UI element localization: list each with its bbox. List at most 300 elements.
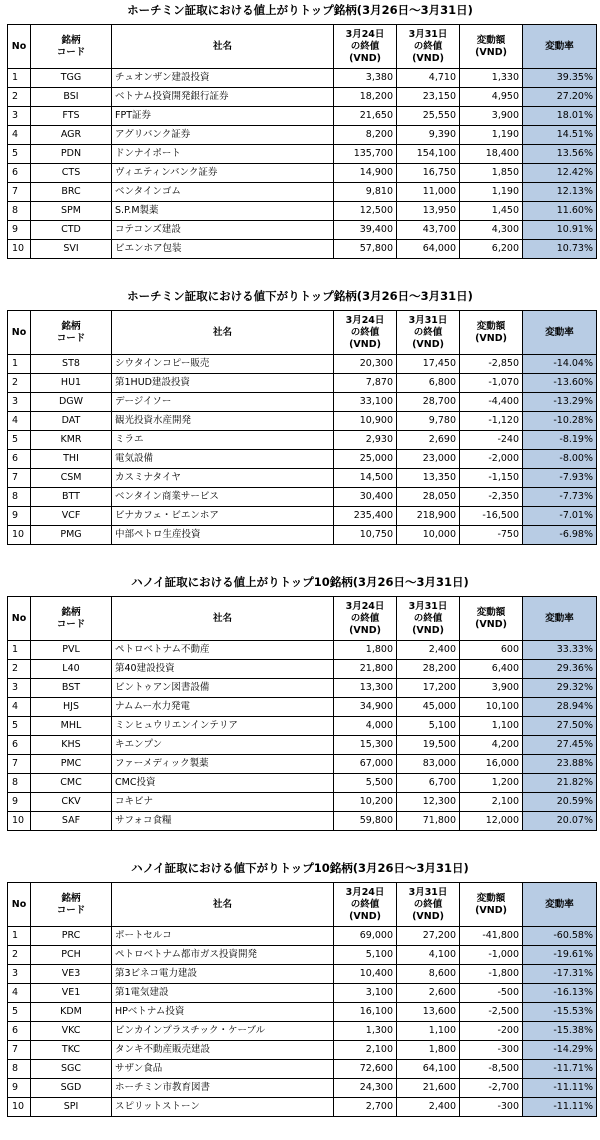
stock-code: TKC [31, 1041, 112, 1060]
change-rate: 29.32% [523, 679, 597, 698]
header-row [8, 883, 597, 927]
section-title: ハノイ証取における値上がりトップ10銘柄(3月26日〜3月31日) [131, 575, 469, 589]
company-name: ビントゥアン図書設備 [112, 679, 334, 698]
close-price-0324: 18,200 [334, 88, 397, 107]
row-no: 3 [8, 679, 31, 698]
company-name: ビンカインプラスチック・ケーブル [112, 1022, 334, 1041]
stock-code: SGD [31, 1079, 112, 1098]
stock-code: PRC [31, 927, 112, 946]
price-change: 16,000 [460, 755, 523, 774]
company-name: ペトロベトナム不動産 [112, 641, 334, 660]
header-price-0324: 3月24日 の終値 (VND) [334, 883, 397, 927]
table-row [8, 812, 597, 831]
company-name: ベンタインゴム [112, 183, 334, 202]
row-no: 2 [8, 374, 31, 393]
close-price-0331: 2,400 [397, 641, 460, 660]
row-no: 8 [8, 774, 31, 793]
change-rate: 10.73% [523, 240, 597, 259]
table-row [8, 88, 597, 107]
row-no: 5 [8, 145, 31, 164]
header-change: 変動額 (VND) [460, 25, 523, 69]
price-change: 4,200 [460, 736, 523, 755]
stock-code: VKC [31, 1022, 112, 1041]
stock-code: HU1 [31, 374, 112, 393]
header-no: No [8, 597, 31, 641]
change-rate: 39.35% [523, 69, 597, 88]
row-no: 8 [8, 202, 31, 221]
company-name: サザン食品 [112, 1060, 334, 1079]
company-name: アグリバンク証券 [112, 126, 334, 145]
change-rate: -11.11% [523, 1098, 597, 1117]
close-price-0331: 71,800 [397, 812, 460, 831]
change-rate: -13.29% [523, 393, 597, 412]
company-name: S.P.M製薬 [112, 202, 334, 221]
header-no: No [8, 25, 31, 69]
table-row [8, 641, 597, 660]
header-code: 銘柄 コード [31, 883, 112, 927]
price-change: -1,000 [460, 946, 523, 965]
header-name: 社名 [112, 25, 334, 69]
change-rate: -7.93% [523, 469, 597, 488]
table-row [8, 736, 597, 755]
change-rate: 10.91% [523, 221, 597, 240]
header-change: 変動額 (VND) [460, 883, 523, 927]
company-name: ビエンホア包装 [112, 240, 334, 259]
table-row [8, 1079, 597, 1098]
header-name: 社名 [112, 597, 334, 641]
close-price-0324: 235,400 [334, 507, 397, 526]
table-section [0, 860, 600, 1112]
row-no: 1 [8, 927, 31, 946]
table-row [8, 1060, 597, 1079]
row-no: 5 [8, 717, 31, 736]
change-rate: 18.01% [523, 107, 597, 126]
company-name: シウタインコピー販売 [112, 355, 334, 374]
section-title: ホーチミン証取における値下がりトップ銘柄(3月26日〜3月31日) [127, 289, 473, 303]
price-change: 18,400 [460, 145, 523, 164]
change-rate: -60.58% [523, 927, 597, 946]
close-price-0324: 10,750 [334, 526, 397, 545]
price-change: -2,700 [460, 1079, 523, 1098]
price-change: -2,500 [460, 1003, 523, 1022]
close-price-0331: 9,780 [397, 412, 460, 431]
close-price-0331: 28,050 [397, 488, 460, 507]
stock-code: PMG [31, 526, 112, 545]
table-row [8, 450, 597, 469]
change-rate: 27.45% [523, 736, 597, 755]
table-row [8, 126, 597, 145]
stock-code: PMC [31, 755, 112, 774]
row-no: 9 [8, 221, 31, 240]
header-price-0324: 3月24日 の終値 (VND) [334, 311, 397, 355]
table-row [8, 717, 597, 736]
header-change-rate: 変動率 [523, 883, 597, 927]
stock-code: PCH [31, 946, 112, 965]
price-change: 1,450 [460, 202, 523, 221]
company-name: コキビナ [112, 793, 334, 812]
stock-code: KDM [31, 1003, 112, 1022]
close-price-0331: 25,550 [397, 107, 460, 126]
company-name: FPT証券 [112, 107, 334, 126]
close-price-0324: 9,810 [334, 183, 397, 202]
change-rate: -6.98% [523, 526, 597, 545]
table-row [8, 393, 597, 412]
stock-code: MHL [31, 717, 112, 736]
stock-code: TGG [31, 69, 112, 88]
table-row [8, 355, 597, 374]
close-price-0324: 3,380 [334, 69, 397, 88]
close-price-0331: 2,690 [397, 431, 460, 450]
table-row [8, 221, 597, 240]
company-name: 第3ビネコ電力建設 [112, 965, 334, 984]
price-change: -8,500 [460, 1060, 523, 1079]
header-price-0331: 3月31日 の終値 (VND) [397, 883, 460, 927]
header-code: 銘柄 コード [31, 311, 112, 355]
table-row [8, 946, 597, 965]
table-row [8, 1022, 597, 1041]
row-no: 6 [8, 164, 31, 183]
close-price-0331: 13,350 [397, 469, 460, 488]
row-no: 1 [8, 69, 31, 88]
close-price-0324: 2,700 [334, 1098, 397, 1117]
close-price-0331: 4,710 [397, 69, 460, 88]
close-price-0331: 218,900 [397, 507, 460, 526]
company-name: デージイソー [112, 393, 334, 412]
header-price-0331: 3月31日 の終値 (VND) [397, 597, 460, 641]
table-section [0, 574, 600, 826]
header-price-0331: 3月31日 の終値 (VND) [397, 311, 460, 355]
row-no: 7 [8, 183, 31, 202]
close-price-0331: 43,700 [397, 221, 460, 240]
close-price-0331: 9,390 [397, 126, 460, 145]
close-price-0324: 2,100 [334, 1041, 397, 1060]
price-change: 600 [460, 641, 523, 660]
table-row [8, 107, 597, 126]
change-rate: -11.11% [523, 1079, 597, 1098]
close-price-0324: 12,500 [334, 202, 397, 221]
close-price-0331: 1,800 [397, 1041, 460, 1060]
stock-code: CMC [31, 774, 112, 793]
close-price-0331: 13,600 [397, 1003, 460, 1022]
close-price-0324: 10,400 [334, 965, 397, 984]
close-price-0324: 4,000 [334, 717, 397, 736]
close-price-0324: 67,000 [334, 755, 397, 774]
change-rate: -15.38% [523, 1022, 597, 1041]
price-change: 1,190 [460, 183, 523, 202]
close-price-0331: 27,200 [397, 927, 460, 946]
price-change: -1,070 [460, 374, 523, 393]
close-price-0324: 10,900 [334, 412, 397, 431]
change-rate: 28.94% [523, 698, 597, 717]
table-row [8, 69, 597, 88]
company-name: ホーチミン市教育図書 [112, 1079, 334, 1098]
stock-code: CSM [31, 469, 112, 488]
change-rate: 14.51% [523, 126, 597, 145]
close-price-0324: 39,400 [334, 221, 397, 240]
close-price-0331: 23,150 [397, 88, 460, 107]
row-no: 3 [8, 107, 31, 126]
table-row [8, 488, 597, 507]
stock-code: BRC [31, 183, 112, 202]
stock-code: HJS [31, 698, 112, 717]
table-row [8, 927, 597, 946]
row-no: 3 [8, 965, 31, 984]
stock-code: FTS [31, 107, 112, 126]
stock-code: BSI [31, 88, 112, 107]
close-price-0331: 16,750 [397, 164, 460, 183]
table-row [8, 698, 597, 717]
header-name: 社名 [112, 311, 334, 355]
change-rate: 23.88% [523, 755, 597, 774]
price-change: -41,800 [460, 927, 523, 946]
header-price-0324: 3月24日 の終値 (VND) [334, 25, 397, 69]
price-change: 3,900 [460, 107, 523, 126]
row-no: 2 [8, 946, 31, 965]
row-no: 4 [8, 126, 31, 145]
close-price-0324: 72,600 [334, 1060, 397, 1079]
close-price-0324: 24,300 [334, 1079, 397, 1098]
price-change: -240 [460, 431, 523, 450]
change-rate: 13.56% [523, 145, 597, 164]
close-price-0331: 64,100 [397, 1060, 460, 1079]
close-price-0331: 4,100 [397, 946, 460, 965]
table-row [8, 1003, 597, 1022]
company-name: タンキ不動産販売建設 [112, 1041, 334, 1060]
row-no: 9 [8, 507, 31, 526]
row-no: 5 [8, 1003, 31, 1022]
company-name: スピリットストーン [112, 1098, 334, 1117]
close-price-0324: 34,900 [334, 698, 397, 717]
close-price-0324: 30,400 [334, 488, 397, 507]
table-row [8, 202, 597, 221]
stock-code: DGW [31, 393, 112, 412]
table-row [8, 679, 597, 698]
stock-code: PVL [31, 641, 112, 660]
stock-code: PDN [31, 145, 112, 164]
row-no: 1 [8, 355, 31, 374]
change-rate: 11.60% [523, 202, 597, 221]
company-name: チュオンザン建設投資 [112, 69, 334, 88]
close-price-0324: 13,300 [334, 679, 397, 698]
close-price-0331: 2,400 [397, 1098, 460, 1117]
stock-code: CTD [31, 221, 112, 240]
table-row [8, 145, 597, 164]
stock-code: SVI [31, 240, 112, 259]
company-name: ビナカフェ・ビエンホア [112, 507, 334, 526]
row-no: 2 [8, 660, 31, 679]
close-price-0331: 28,700 [397, 393, 460, 412]
change-rate: 27.20% [523, 88, 597, 107]
table-row [8, 755, 597, 774]
row-no: 10 [8, 526, 31, 545]
close-price-0324: 15,300 [334, 736, 397, 755]
row-no: 5 [8, 431, 31, 450]
close-price-0324: 10,200 [334, 793, 397, 812]
header-row [8, 311, 597, 355]
price-change: 1,190 [460, 126, 523, 145]
close-price-0331: 13,950 [397, 202, 460, 221]
table-row [8, 412, 597, 431]
close-price-0324: 69,000 [334, 927, 397, 946]
row-no: 4 [8, 984, 31, 1003]
company-name: ベトナム投資開発銀行証券 [112, 88, 334, 107]
change-rate: -11.71% [523, 1060, 597, 1079]
company-name: 第40建設投資 [112, 660, 334, 679]
table-row [8, 431, 597, 450]
change-rate: 20.59% [523, 793, 597, 812]
row-no: 3 [8, 393, 31, 412]
price-change: 12,000 [460, 812, 523, 831]
row-no: 1 [8, 641, 31, 660]
price-change: -4,400 [460, 393, 523, 412]
close-price-0331: 19,500 [397, 736, 460, 755]
stock-code: VE3 [31, 965, 112, 984]
header-code: 銘柄 コード [31, 597, 112, 641]
change-rate: 12.13% [523, 183, 597, 202]
stock-code: L40 [31, 660, 112, 679]
change-rate: -15.53% [523, 1003, 597, 1022]
stock-table [7, 596, 597, 831]
change-rate: -7.73% [523, 488, 597, 507]
stock-code: SPI [31, 1098, 112, 1117]
close-price-0324: 1,800 [334, 641, 397, 660]
change-rate: -8.19% [523, 431, 597, 450]
stock-code: AGR [31, 126, 112, 145]
change-rate: -17.31% [523, 965, 597, 984]
company-name: ファーメディック製薬 [112, 755, 334, 774]
company-name: 観光投資水産開発 [112, 412, 334, 431]
stock-code: VCF [31, 507, 112, 526]
row-no: 8 [8, 1060, 31, 1079]
table-row [8, 660, 597, 679]
row-no: 6 [8, 736, 31, 755]
price-change: -1,150 [460, 469, 523, 488]
header-change: 変動額 (VND) [460, 597, 523, 641]
close-price-0331: 10,000 [397, 526, 460, 545]
table-row [8, 774, 597, 793]
company-name: ミンヒュウリエンインテリア [112, 717, 334, 736]
stock-table [7, 310, 597, 545]
company-name: ベンタイン商業サービス [112, 488, 334, 507]
company-name: HPベトナム投資 [112, 1003, 334, 1022]
close-price-0331: 12,300 [397, 793, 460, 812]
close-price-0324: 20,300 [334, 355, 397, 374]
table-row [8, 1098, 597, 1117]
close-price-0324: 14,500 [334, 469, 397, 488]
header-no: No [8, 883, 31, 927]
close-price-0324: 14,900 [334, 164, 397, 183]
change-rate: -8.00% [523, 450, 597, 469]
row-no: 9 [8, 793, 31, 812]
price-change: -1,120 [460, 412, 523, 431]
company-name: ミラエ [112, 431, 334, 450]
price-change: 1,330 [460, 69, 523, 88]
row-no: 7 [8, 1041, 31, 1060]
row-no: 4 [8, 698, 31, 717]
table-row [8, 240, 597, 259]
stock-code: ST8 [31, 355, 112, 374]
stock-code: CKV [31, 793, 112, 812]
stock-code: KMR [31, 431, 112, 450]
close-price-0324: 5,100 [334, 946, 397, 965]
change-rate: 21.82% [523, 774, 597, 793]
close-price-0331: 5,100 [397, 717, 460, 736]
header-change: 変動額 (VND) [460, 311, 523, 355]
stock-code: KHS [31, 736, 112, 755]
company-name: ドンナイポート [112, 145, 334, 164]
change-rate: -10.28% [523, 412, 597, 431]
company-name: キエンプン [112, 736, 334, 755]
stock-table [7, 882, 597, 1117]
stock-code: THI [31, 450, 112, 469]
row-no: 7 [8, 755, 31, 774]
table-row [8, 793, 597, 812]
header-row [8, 597, 597, 641]
close-price-0324: 8,200 [334, 126, 397, 145]
close-price-0324: 59,800 [334, 812, 397, 831]
price-change: 4,300 [460, 221, 523, 240]
row-no: 6 [8, 450, 31, 469]
price-change: 1,850 [460, 164, 523, 183]
close-price-0331: 8,600 [397, 965, 460, 984]
change-rate: 29.36% [523, 660, 597, 679]
change-rate: -7.01% [523, 507, 597, 526]
close-price-0324: 3,100 [334, 984, 397, 1003]
header-change-rate: 変動率 [523, 597, 597, 641]
price-change: 3,900 [460, 679, 523, 698]
price-change: 1,200 [460, 774, 523, 793]
stock-code: CTS [31, 164, 112, 183]
row-no: 10 [8, 1098, 31, 1117]
close-price-0324: 16,100 [334, 1003, 397, 1022]
row-no: 4 [8, 412, 31, 431]
close-price-0331: 23,000 [397, 450, 460, 469]
close-price-0331: 11,000 [397, 183, 460, 202]
table-row [8, 164, 597, 183]
stock-code: VE1 [31, 984, 112, 1003]
row-no: 8 [8, 488, 31, 507]
close-price-0324: 7,870 [334, 374, 397, 393]
table-row [8, 965, 597, 984]
table-section [0, 2, 600, 254]
stock-code: SPM [31, 202, 112, 221]
company-name: ポートセルコ [112, 927, 334, 946]
row-no: 6 [8, 1022, 31, 1041]
change-rate: 20.07% [523, 812, 597, 831]
change-rate: -13.60% [523, 374, 597, 393]
close-price-0331: 83,000 [397, 755, 460, 774]
close-price-0331: 6,700 [397, 774, 460, 793]
company-name: ヴィエティンバンク証券 [112, 164, 334, 183]
change-rate: 12.42% [523, 164, 597, 183]
table-row [8, 507, 597, 526]
section-title: ハノイ証取における値下がりトップ10銘柄(3月26日〜3月31日) [131, 861, 469, 875]
price-change: 6,200 [460, 240, 523, 259]
price-change: -2,350 [460, 488, 523, 507]
price-change: 10,100 [460, 698, 523, 717]
row-no: 10 [8, 812, 31, 831]
close-price-0324: 135,700 [334, 145, 397, 164]
close-price-0331: 21,600 [397, 1079, 460, 1098]
company-name: ナムムー水力発電 [112, 698, 334, 717]
table-row [8, 469, 597, 488]
close-price-0331: 2,600 [397, 984, 460, 1003]
change-rate: -16.13% [523, 984, 597, 1003]
change-rate: 33.33% [523, 641, 597, 660]
company-name: CMC投資 [112, 774, 334, 793]
header-price-0324: 3月24日 の終値 (VND) [334, 597, 397, 641]
price-change: -2,000 [460, 450, 523, 469]
